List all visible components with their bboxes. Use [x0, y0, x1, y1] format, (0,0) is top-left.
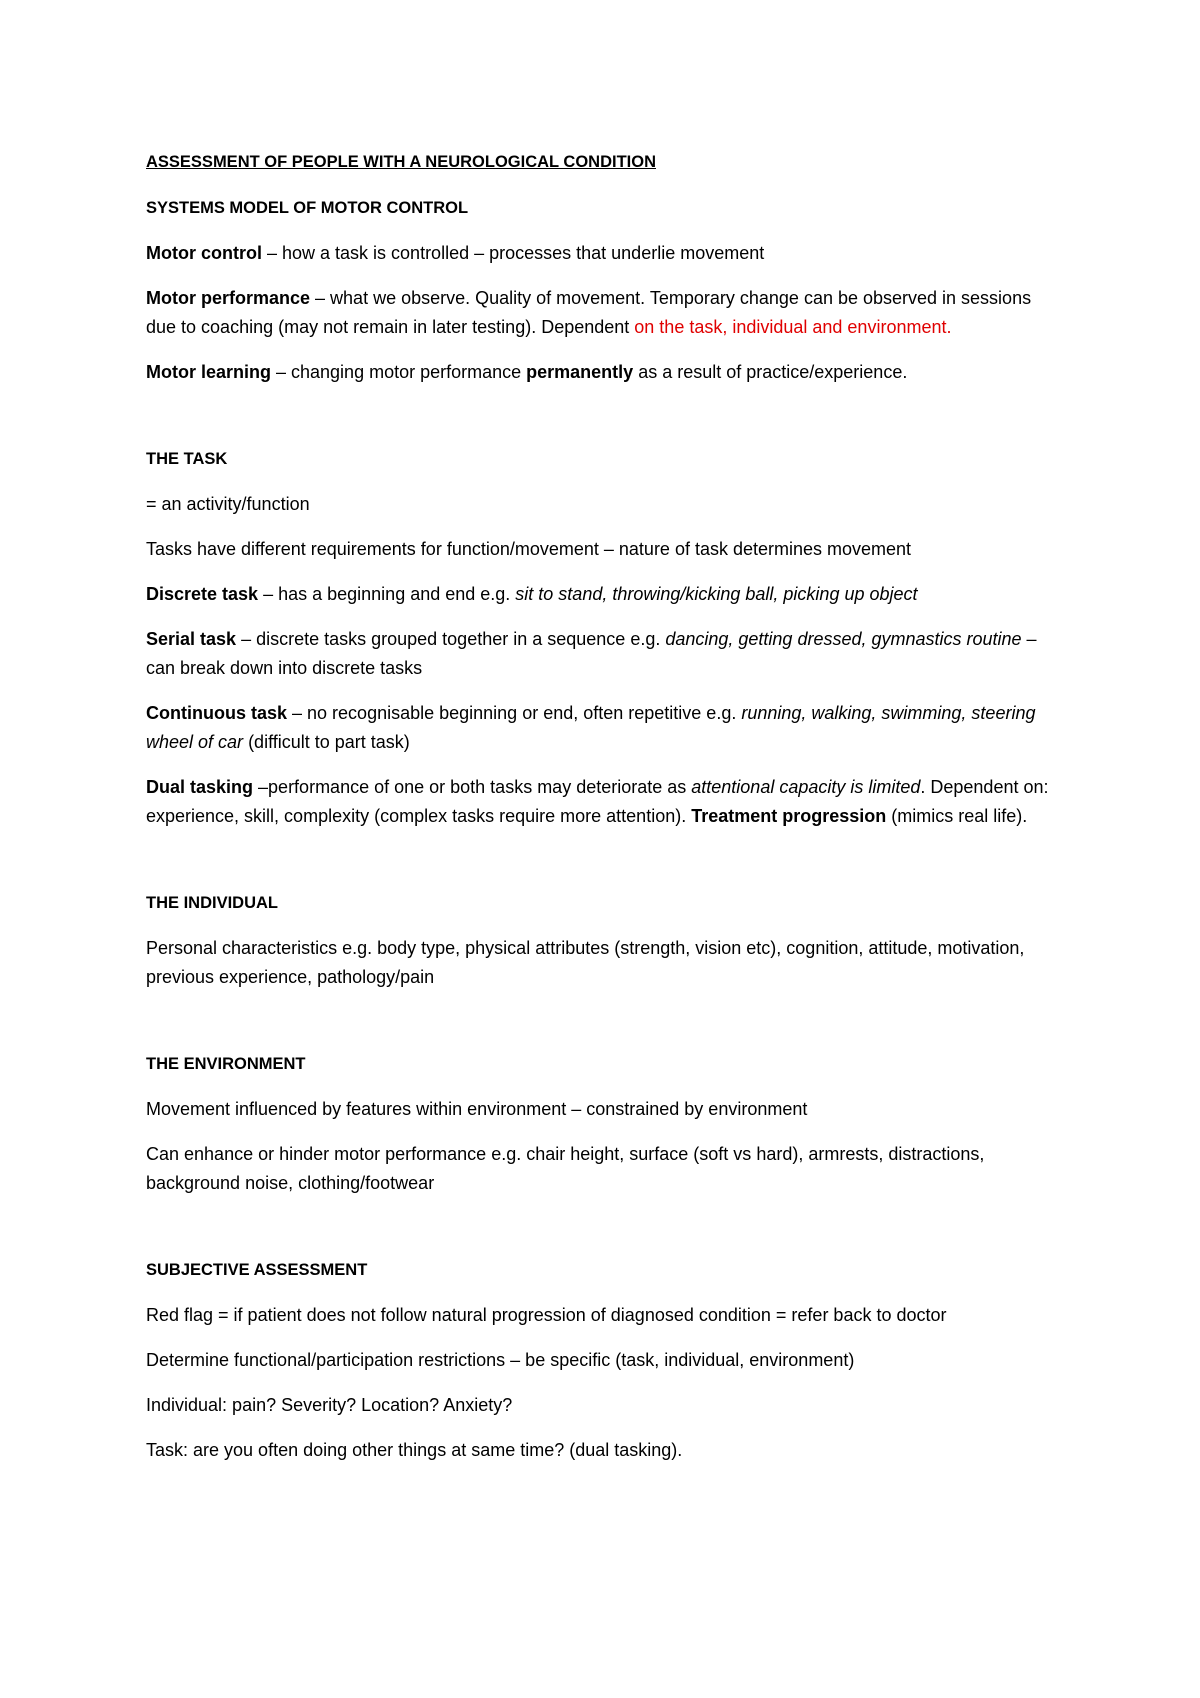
- para-individual: Personal characteristics e.g. body type, physical attributes (strength, vision etc), cognition, attitude, motivation, previous experience, pathology/pain: [146, 938, 1025, 987]
- document-title: ASSESSMENT OF PEOPLE WITH A NEUROLOGICAL CONDITION: [146, 153, 656, 171]
- heading-subjective-assessment: SUBJECTIVE ASSESSMENT: [146, 1261, 368, 1279]
- para-discrete-task: Discrete task – has a beginning and end e.g. sit to stand, throwing/kicking ball, picking up object: [146, 584, 918, 604]
- para-task-questions: Task: are you often doing other things at same time? (dual tasking).: [146, 1440, 683, 1460]
- para-dual-tasking: Dual tasking –performance of one or both tasks may deteriorate as attentional capacity is limited. Dependent on: experience, skill, complexity (complex tasks require more attention). Treatment progression (mimics real life).: [146, 777, 1049, 826]
- para-determine-restrictions: Determine functional/participation restrictions – be specific (task, individual, environment): [146, 1350, 855, 1370]
- term-serial-task: Serial task: [146, 629, 237, 649]
- para-motor-control: Motor control – how a task is controlled – processes that underlie movement: [146, 243, 765, 263]
- para-task-requirements: Tasks have different requirements for function/movement – nature of task determines movement: [146, 539, 912, 559]
- term-discrete-task: Discrete task: [146, 584, 259, 604]
- red-highlight-text: on the task, individual and environment.: [634, 317, 952, 337]
- document-page: [146, 148, 1066, 1481]
- para-continuous-task: Continuous task – no recognisable beginning or end, often repetitive e.g. running, walking, swimming, steering wheel of car (difficult to part task): [146, 703, 1036, 752]
- para-motor-learning: Motor learning – changing motor performance permanently as a result of practice/experience.: [146, 362, 908, 382]
- para-individual-questions: Individual: pain? Severity? Location? Anxiety?: [146, 1395, 513, 1415]
- para-environment-1: Movement influenced by features within environment – constrained by environment: [146, 1099, 808, 1119]
- para-task-definition: = an activity/function: [146, 494, 310, 514]
- heading-the-task: THE TASK: [146, 450, 228, 468]
- term-motor-learning: Motor learning: [146, 362, 271, 382]
- term-motor-control: Motor control: [146, 243, 262, 263]
- para-motor-performance: Motor performance – what we observe. Quality of movement. Temporary change can be observed in sessions due to coaching (may not remain in later testing). Dependent on the task, individual and environment.: [146, 288, 1032, 337]
- term-motor-performance: Motor performance: [146, 288, 311, 308]
- term-dual-tasking: Dual tasking: [146, 777, 254, 797]
- heading-the-individual: THE INDIVIDUAL: [146, 894, 278, 912]
- para-environment-2: Can enhance or hinder motor performance e.g. chair height, surface (soft vs hard), armrests, distractions, background noise, clothing/footwear: [146, 1144, 985, 1193]
- term-continuous-task: Continuous task: [146, 703, 288, 723]
- heading-systems-model: SYSTEMS MODEL OF MOTOR CONTROL: [146, 199, 469, 217]
- para-serial-task: Serial task – discrete tasks grouped together in a sequence e.g. dancing, getting dressed, gymnastics routine – can break down into discrete tasks: [146, 629, 1037, 678]
- para-red-flag: Red flag = if patient does not follow natural progression of diagnosed condition = refer back to doctor: [146, 1305, 947, 1325]
- heading-the-environment: THE ENVIRONMENT: [146, 1055, 306, 1073]
